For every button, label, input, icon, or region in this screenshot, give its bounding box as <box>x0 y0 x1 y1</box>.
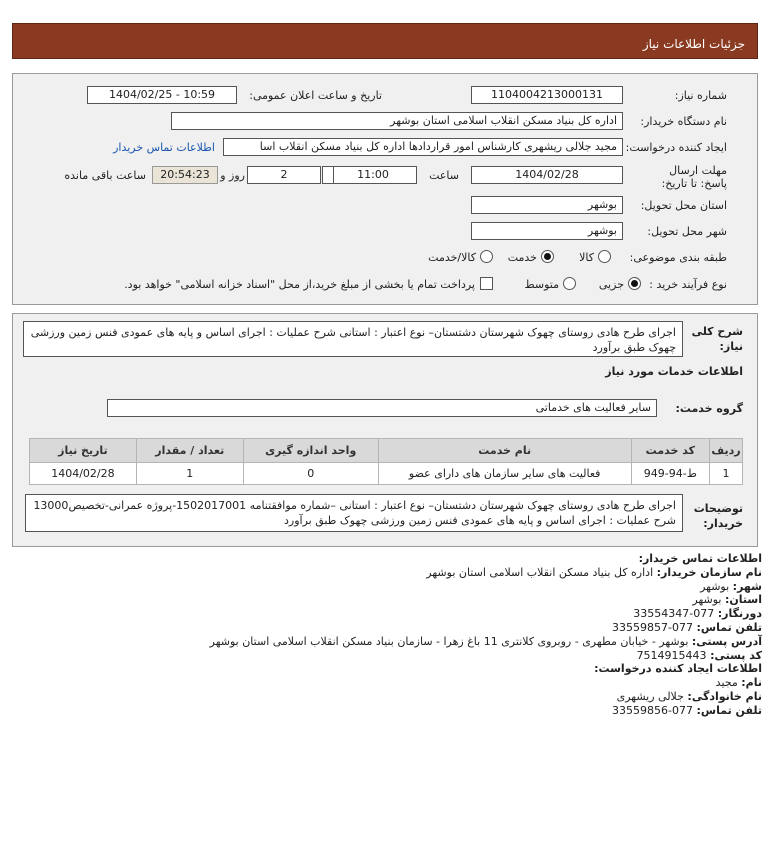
description-field[interactable]: اجرای طرح هادی روستای چهوک شهرستان دشتستان– نوع اعتبار : استانی شرح عملیات : اجرای اساس و پایه های عمودی فنس زمین ورزشی چهوک طبق برآورد <box>23 321 683 357</box>
category-both-label: کالا/خدمت <box>428 251 476 264</box>
contact-heading: اطلاعات تماس خریدار: <box>638 552 762 565</box>
delivery-province-field[interactable]: بوشهر <box>471 196 623 214</box>
need-info-panel <box>12 73 758 305</box>
cell-qty: 1 <box>136 463 243 485</box>
process-minor-label: جزیی <box>598 278 624 291</box>
table-row[interactable] <box>30 463 743 485</box>
col-unit: واحد اندازه گیری <box>243 439 378 463</box>
services-table <box>29 438 743 485</box>
delivery-city-field[interactable]: بوشهر <box>471 222 623 240</box>
contact-city: بوشهر <box>700 579 730 593</box>
process-medium-label: متوسط <box>524 278 559 291</box>
creator-last-name-label: نام خانوادگی: <box>687 689 762 703</box>
delivery-province-label: استان محل تحویل: <box>640 199 727 212</box>
need-number-label: شماره نیاز: <box>674 89 727 102</box>
buyer-notes-label: توضیحات خریدار: <box>693 502 743 530</box>
creator-phone: 077-33559856 <box>612 703 694 717</box>
contact-address-label: آدرس پستی: <box>691 634 762 648</box>
delivery-city-label: شهر محل تحویل: <box>647 225 727 238</box>
days-remaining-field[interactable]: 2 <box>247 166 321 184</box>
creator-field[interactable]: مجید جلالی ریشهری کارشناس امور قراردادها اداره کل بنیاد مسکن انقلاب اسا <box>223 138 623 156</box>
contact-postal: 7514915443 <box>636 648 707 662</box>
buyer-org-label: نام دستگاه خریدار: <box>640 115 727 128</box>
contact-province: بوشهر <box>692 593 722 607</box>
cell-index: 1 <box>710 463 743 485</box>
page-title-bar <box>12 23 758 59</box>
remaining-time-field: 20:54:23 <box>152 166 218 184</box>
category-service-radio[interactable] <box>541 250 554 263</box>
contact-fax: 077-33554347 <box>633 607 715 621</box>
days-label: روز و <box>220 169 245 182</box>
need-number-field[interactable]: 1104004213000131 <box>471 86 623 104</box>
announce-date-label: تاریخ و ساعت اعلان عمومی: <box>249 89 382 102</box>
services-panel <box>12 313 758 547</box>
announce-date-field[interactable]: 1404/02/25 - 10:59 <box>87 86 237 104</box>
col-date: تاریخ نیاز <box>30 439 137 463</box>
service-group-field[interactable]: سایر فعالیت های خدماتی <box>107 399 657 417</box>
col-index: ردیف <box>710 439 743 463</box>
creator-phone-label: تلفن تماس: <box>696 703 762 717</box>
contact-address: بوشهر - خیابان مطهری - روبروی کلانتری 11 باغ زهرا - سازمان بنیاد مسکن انقلاب اسلامی استان بوشهر <box>209 634 689 648</box>
category-goods-label: کالا <box>579 251 594 264</box>
cell-code: ط-94-949 <box>631 463 709 485</box>
contact-org-label: نام سازمان خریدار: <box>656 565 762 579</box>
page-title: جزئیات اطلاعات نیاز <box>642 37 745 51</box>
deadline-date-field[interactable]: 1404/02/28 <box>471 166 623 184</box>
contact-phone-label: تلفن تماس: <box>696 620 762 634</box>
creator-first-name: مجید <box>715 676 738 690</box>
contact-fax-label: دورنگار: <box>717 607 762 621</box>
treasury-note: پرداخت تمام یا بخشی از مبلغ خرید،از محل "اسناد خزانه اسلامی" خواهد بود. <box>124 278 475 291</box>
process-minor-radio[interactable] <box>628 277 641 290</box>
cell-name: فعالیت های سایر سازمان های دارای عضو <box>378 463 631 485</box>
category-both-radio[interactable] <box>480 250 493 263</box>
buyer-notes-field[interactable]: اجرای طرح هادی روستای چهوک شهرستان دشتستان– نوع اعتبار : استانی –شماره موافقتنامه 1502017001-پروژه عمرانی-تخصیص13000 شرح عملیات : اجرای اساس و پایه های عمودی فنس زمین ورزشی چهوک طبق برآورد <box>25 494 683 532</box>
treasury-checkbox[interactable] <box>480 277 493 290</box>
services-heading: اطلاعات خدمات مورد نیاز <box>605 365 743 378</box>
deadline-time-label: ساعت <box>429 169 459 182</box>
col-code: کد خدمت <box>631 439 709 463</box>
col-name: نام خدمت <box>378 439 631 463</box>
deadline-label: مهلت ارسال پاسخ: تا تاریخ: <box>661 164 727 190</box>
col-qty: تعداد / مقدار <box>136 439 243 463</box>
category-service-label: خدمت <box>507 251 537 264</box>
category-label: طبقه بندی موضوعی: <box>629 251 727 264</box>
creator-info-heading: اطلاعات ایجاد کننده درخواست: <box>594 662 762 676</box>
cell-unit: 0 <box>243 463 378 485</box>
service-group-label: گروه خدمت: <box>675 402 743 415</box>
table-header-row <box>30 439 743 463</box>
description-label: شرح کلی نیاز: <box>691 325 743 353</box>
remaining-time-label: ساعت باقی مانده <box>64 169 146 182</box>
contact-province-label: استان: <box>725 593 762 607</box>
buyer-contact-link[interactable]: اطلاعات تماس خریدار <box>113 141 215 154</box>
contact-phone: 077-33559857 <box>612 620 694 634</box>
contact-city-label: شهر: <box>732 579 762 593</box>
process-type-label: نوع فرآیند خرید : <box>649 278 727 291</box>
process-medium-radio[interactable] <box>563 277 576 290</box>
contact-org: اداره کل بنیاد مسکن انقلاب اسلامی استان بوشهر <box>426 565 654 579</box>
creator-first-name-label: نام: <box>741 676 762 690</box>
buyer-org-field[interactable]: اداره کل بنیاد مسکن انقلاب اسلامی استان بوشهر <box>171 112 623 130</box>
creator-label: ایجاد کننده درخواست: <box>625 141 727 154</box>
contact-postal-label: کد پستی: <box>710 648 762 662</box>
deadline-time-field[interactable]: 11:00 <box>329 166 417 184</box>
cell-date: 1404/02/28 <box>30 463 137 485</box>
creator-last-name: جلالی ریشهری <box>616 689 684 703</box>
buyer-contact-section <box>12 552 762 718</box>
category-goods-radio[interactable] <box>598 250 611 263</box>
